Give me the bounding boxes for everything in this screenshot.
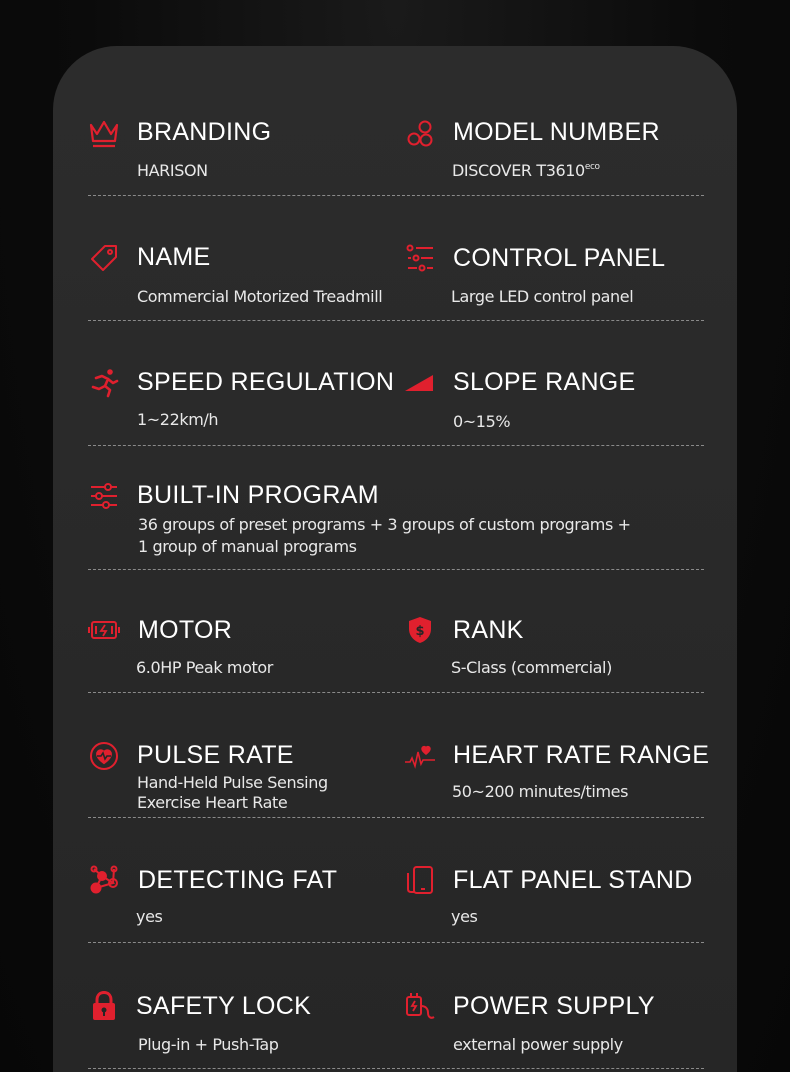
spec-value: Commercial Motorized Treadmill [137,287,383,306]
crown-icon [87,116,121,150]
model-number-suffix: eco [584,162,600,172]
spec-label: SAFETY LOCK [136,992,312,1020]
spec-value: 36 groups of preset programs + 3 groups of custom programs + [138,515,631,534]
spec-value: 50~200 minutes/times [452,782,629,801]
row-divider [88,569,704,570]
row-divider [88,195,704,196]
spec-value [452,161,600,180]
spec-value: Exercise Heart Rate [137,793,288,812]
row-divider [88,942,704,943]
molecule-icon [87,863,121,897]
spec-label: HEART RATE RANGE [453,741,710,769]
row-divider [88,692,704,693]
row-divider [88,445,704,446]
heart-pulse-icon [87,739,121,773]
spec-value: Hand-Held Pulse Sensing [137,773,328,792]
spec-value: 1~22km/h [137,410,219,429]
spec-value: Large LED control panel [451,287,634,306]
lock-icon [87,989,121,1023]
heartbeat-icon [403,739,437,773]
spec-value: 6.0HP Peak motor [136,658,273,677]
row-divider [88,1068,704,1069]
spec-label: PULSE RATE [137,741,294,769]
spec-label: MODEL NUMBER [453,118,660,146]
spec-value: 0~15% [453,412,511,431]
spec-value: yes [136,907,163,926]
runner-icon [87,366,121,400]
spec-value: HARISON [137,161,208,180]
spec-value: 1 group of manual programs [138,537,357,556]
slope-icon [402,366,436,400]
spec-label: SPEED REGULATION [137,368,395,396]
spec-label: POWER SUPPLY [453,992,655,1020]
spec-value: Plug-in + Push-Tap [138,1035,279,1054]
shield-icon [403,613,437,647]
row-divider [88,817,704,818]
circles-icon [403,116,437,150]
power-plug-icon [403,989,437,1023]
tablet-icon [403,863,437,897]
spec-value: yes [451,907,478,926]
spec-label: FLAT PANEL STAND [453,866,693,894]
spec-value: external power supply [453,1035,623,1054]
model-number-text: DISCOVER T3610 [452,161,585,180]
spec-label: RANK [453,616,524,644]
spec-label: BRANDING [137,118,272,146]
row-divider [88,320,704,321]
svg-text:$: $ [415,624,425,639]
spec-value: S-Class (commercial) [451,658,612,677]
list-icon [403,241,437,275]
spec-label: MOTOR [138,616,233,644]
spec-label: DETECTING FAT [138,866,338,894]
battery-icon [87,613,121,647]
tag-icon [87,241,121,275]
spec-label: BUILT-IN PROGRAM [137,481,379,509]
sliders-icon [87,479,121,513]
spec-label: CONTROL PANEL [453,244,666,272]
spec-label: SLOPE RANGE [453,368,636,396]
spec-label: NAME [137,243,211,271]
